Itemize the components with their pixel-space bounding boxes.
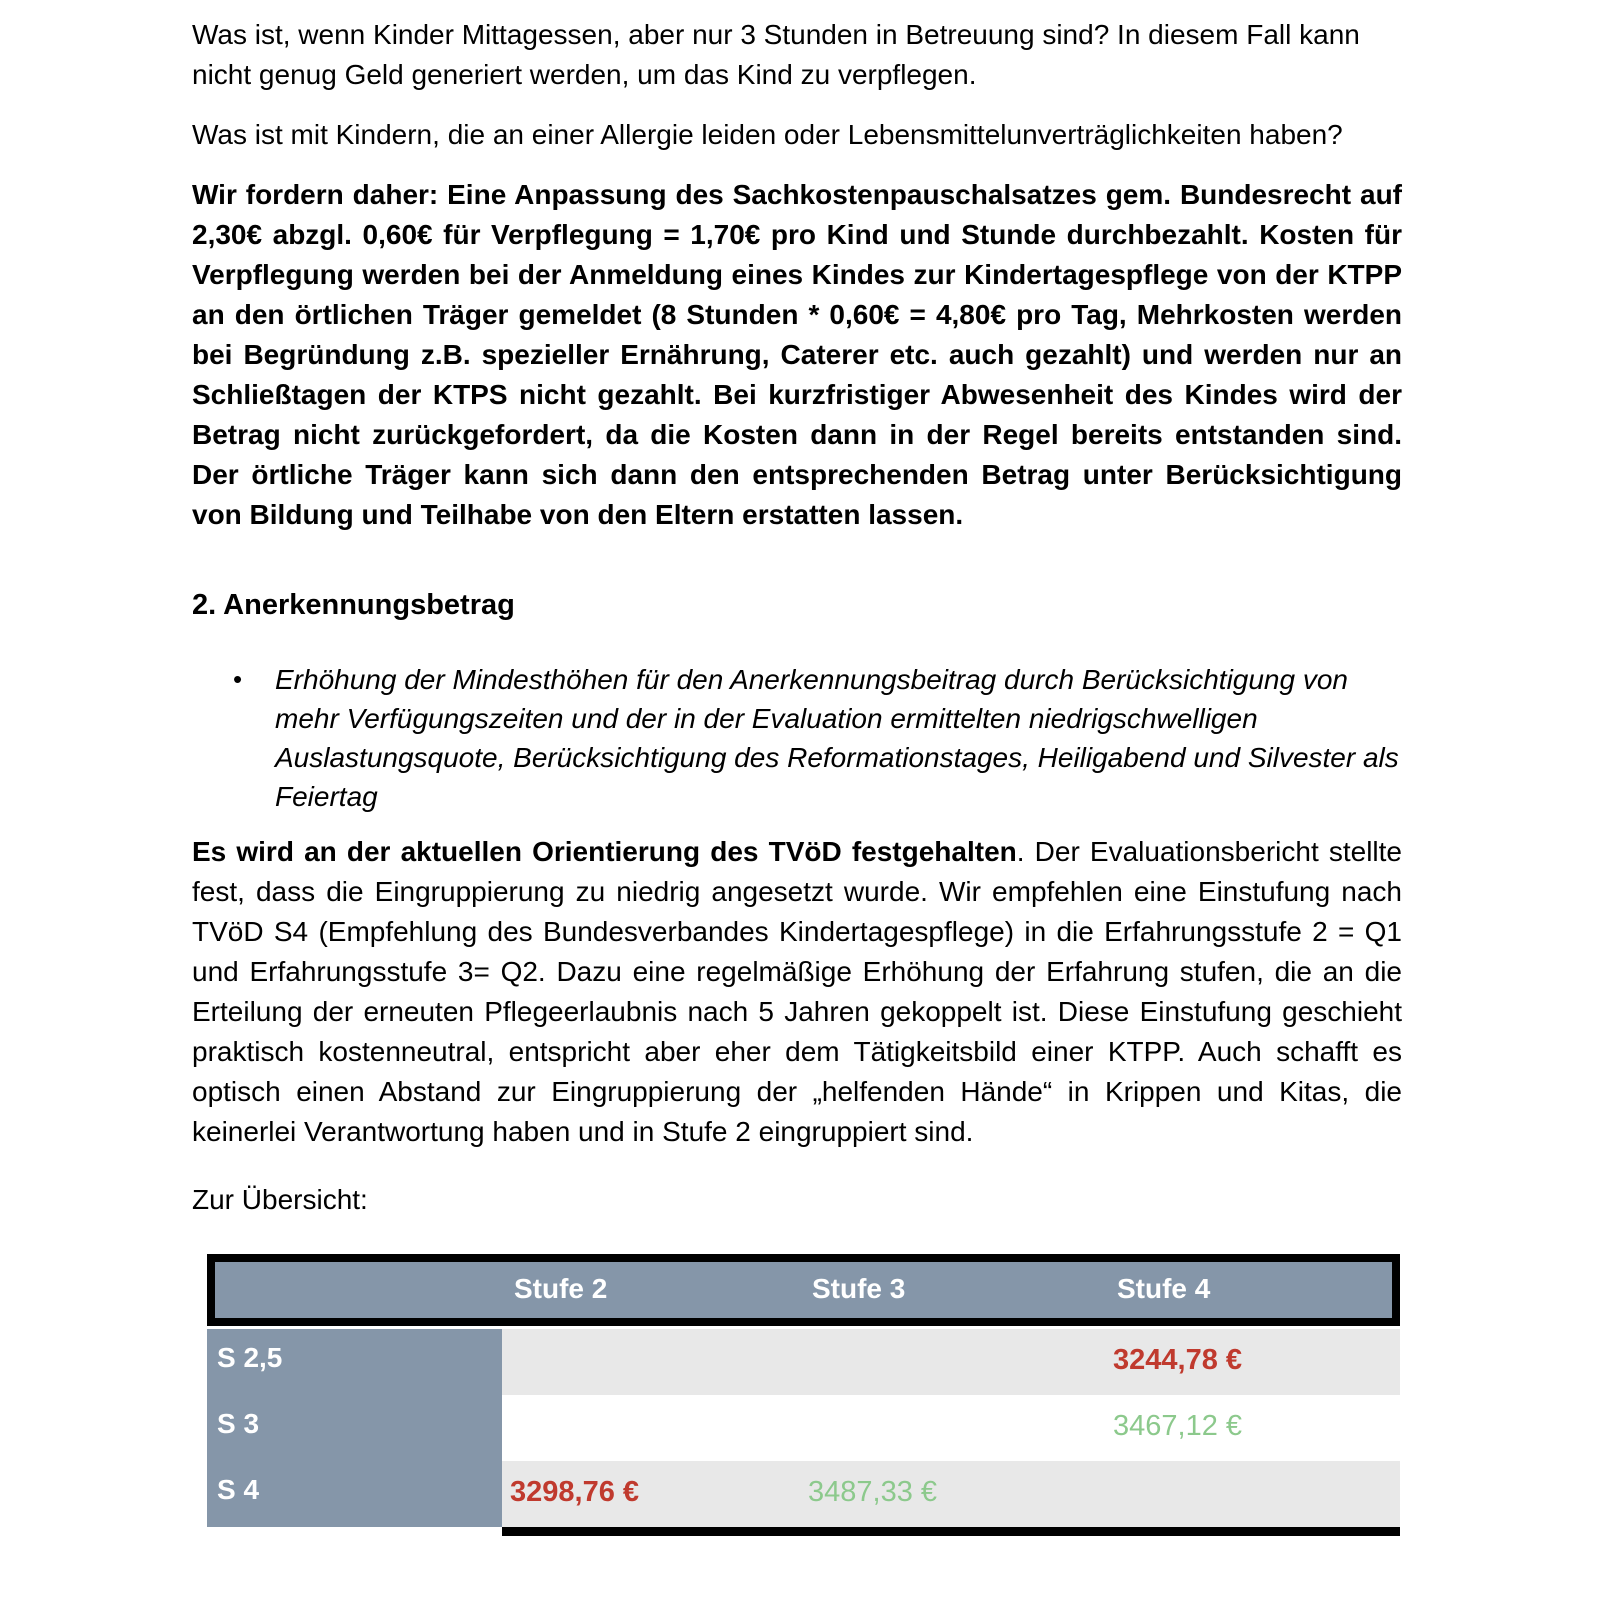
table-row-s25 xyxy=(207,1329,1400,1395)
bullet-icon: • xyxy=(233,664,243,694)
value-cell-s4-stufe2: 3298,76 € xyxy=(502,1461,800,1527)
table-body xyxy=(207,1329,1400,1536)
value-cell-s3-stufe2 xyxy=(502,1395,800,1461)
paragraph-tvod-bold-lead: Es wird an der aktuellen Orientierung des TVöD festgehalten xyxy=(192,836,1017,867)
value-cell-s3-stufe4: 3467,12 € xyxy=(1105,1395,1400,1461)
header-cell-stufe-2: Stufe 2 xyxy=(514,1273,608,1304)
salary-overview-table xyxy=(207,1254,1400,1536)
row-label-s3: S 3 xyxy=(207,1395,502,1461)
section-heading-anerkennungsbetrag: 2. Anerkennungsbetrag xyxy=(192,589,515,621)
paragraph-lunch-question: Was ist, wenn Kinder Mittagessen, aber nur 3 Stunden in Betreuung sind? In diesem Fall kann nicht genug Geld generiert werden, um das Kind zu verpflegen. xyxy=(192,19,1360,90)
paragraph-allergy-question: Was ist mit Kindern, die an einer Allergie leiden oder Lebensmittelunverträglichkeiten haben? xyxy=(192,119,1343,150)
value-cell-s3-stufe3 xyxy=(800,1395,1105,1461)
value-cell-s25-stufe3 xyxy=(800,1329,1105,1395)
row-label-s4: S 4 xyxy=(207,1461,502,1527)
value-cell-s4-stufe4 xyxy=(1105,1461,1400,1527)
table-row-s4 xyxy=(207,1461,1400,1527)
paragraph-tvod xyxy=(192,832,1402,1152)
value-cell-s4-stufe3: 3487,33 € xyxy=(800,1461,1105,1527)
row-label-s25: S 2,5 xyxy=(207,1329,502,1395)
value-cell-s25-stufe4: 3244,78 € xyxy=(1105,1329,1400,1395)
bullet-item-text: Erhöhung der Mindesthöhen für den Anerkennungsbeitrag durch Berücksichtigung von mehr Verfügungszeiten und der in der Evaluation ermittelten niedrigschwelligen Auslastungsquote, Berücksichtigung des Reformationstages, Heiligabend und Silvester als Feiertag xyxy=(275,664,1399,812)
table-bottom-border-bar xyxy=(502,1527,1400,1536)
bullet-list-item xyxy=(192,660,1402,816)
header-cell-empty xyxy=(215,1272,502,1318)
value-cell-s25-stufe2 xyxy=(502,1329,800,1395)
header-cell-stufe-4: Stufe 4 xyxy=(1117,1273,1211,1304)
table-header-row xyxy=(207,1254,1400,1326)
header-cell-stufe-3: Stufe 3 xyxy=(812,1273,906,1304)
table-row-s3 xyxy=(207,1395,1400,1461)
table-intro-label: Zur Übersicht: xyxy=(192,1184,368,1215)
paragraph-tvod-rest: . Der Evaluationsbericht stellte fest, dass die Eingruppierung zu niedrig angesetzt wurde. Wir empfehlen eine Einstufung nach TVöD S4 (Empfehlung des Bundesverbandes Kindertagespflege) in die Erfahrungsstufe 2 = Q1 und Erfahrungsstufe 3= Q2. Dazu eine regelmäßige Erhöhung der Erfahrung stufen, die an die Erteilung der erneuten Pflegeerlaubnis nach 5 Jahren gekoppelt ist. Diese Einstufung geschieht praktisch kostenneutral, entspricht aber eher dem Tätigkeitsbild einer KTPP. Auch schafft es optisch einen Abstand zur Eingruppierung der „helfenden Hände“ in Krippen und Kitas, die keinerlei Verantwortung haben und in Stufe 2 eingruppiert sind. xyxy=(192,836,1402,1147)
paragraph-demand: Wir fordern daher: Eine Anpassung des Sachkostenpauschalsatzes gem. Bundesrecht auf 2,30€ abzgl. 0,60€ für Verpflegung = 1,70€ pro Kind und Stunde durchbezahlt. Kosten für Verpflegung werden bei der Anmeldung eines Kindes zur Kindertagespflege von der KTPP an den örtlichen Träger gemeldet (8 Stunden * 0,60€ = 4,80€ pro Tag, Mehrkosten werden bei Begründung z.B. spezieller Ernährung, Caterer etc. auch gezahlt) und werden nur an Schließtagen der KTPS nicht gezahlt. Bei kurzfristiger Abwesenheit des Kindes wird der Betrag nicht zurückgefordert, da die Kosten dann in der Regel bereits entstanden sind. Der örtliche Träger kann sich dann den entsprechenden Betrag unter Berücksichtigung von Bildung und Teilhabe von den Eltern erstatten lassen. xyxy=(192,179,1402,530)
